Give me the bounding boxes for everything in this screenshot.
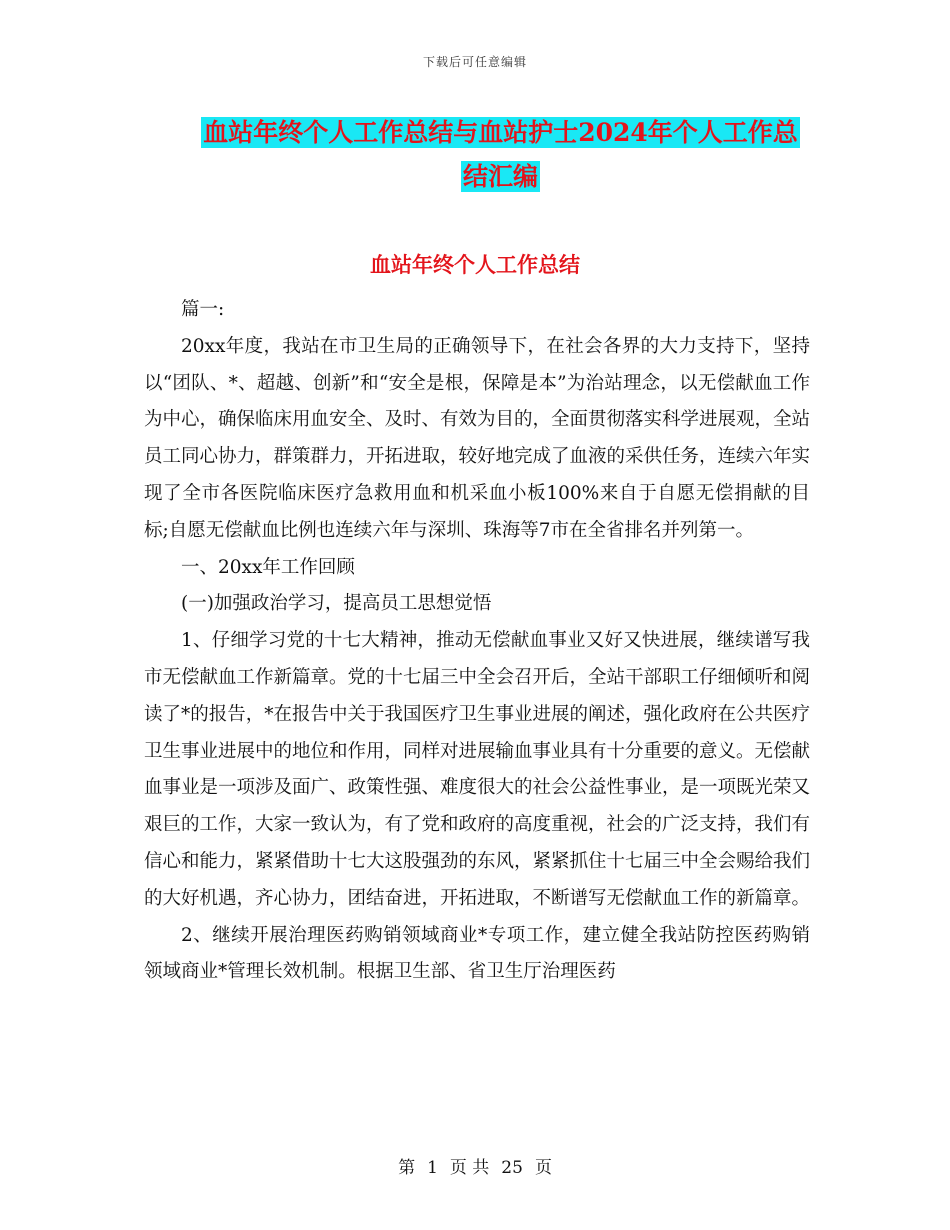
footer-suffix: 页: [534, 1158, 552, 1178]
paragraph: (一)加强政治学习，提高员工思想觉悟: [181, 593, 492, 615]
paragraph: 1、仔细学习党的十七大精神，推动无偿献血事业又好又快进展，继续谱写我市无偿献血工作新篇章。党的十七届三中全会召开后，全站干部职工仔细倾听和阅读了*的报告，*在报告中关于我国医疗卫生事业进展的阐述，强化政府在公共医疗卫生事业进展中的地位和作用，同样对进展输血事业具有十分重要的意义。无偿献血事业是一项涉及面广、政策性强、难度很大的社会公益性事业，是一项既光荣又艰巨的工作，大家一致认为，有了党和政府的高度重视，社会的广泛支持，我们有信心和能力，紧紧借助十七大这股强劲的东风，紧紧抓住十七届三中全会赐给我们的大好机遇，齐心协力，团结奋进，开拓进取，不断谱写无偿献血工作的新篇章。: [144, 630, 811, 909]
footer-mid: 页 共: [449, 1158, 490, 1178]
current-page-number: 1: [427, 1158, 438, 1178]
document-title: [188, 111, 813, 199]
paragraph: 20xx年度，我站在市卫生局的正确领导下，在社会各界的大力支持下，坚持以“团队、*、超越、创新”和“安全是根，保障是本”为治站理念，以无偿献血工作为中心，确保临床用血安全、及时、有效为目的，全面贯彻落实科学进展观，全站员工同心协力，群策群力，开拓进取，较好地完成了血液的采供任务，连续六年实现了全市各医院临床医疗急救用血和机采血小板100%来自于自愿无偿捐献的目标;自愿无偿献血比例也连续六年与深圳、珠海等7市在全省排名并列第一。: [144, 335, 811, 541]
page-footer: [0, 1153, 950, 1178]
paragraph: 2、继续开展治理医药购销领域商业*专项工作，建立健全我站防控医药购销领域商业*管理长效机制。根据卫生部、省卫生厅治理医药: [144, 924, 810, 983]
document-title-line-2: 结汇编: [462, 162, 538, 191]
document-body: [144, 292, 810, 991]
section-title: 血站年终个人工作总结: [370, 252, 580, 277]
header-note: 下载后可任意编辑: [422, 55, 527, 69]
footer-prefix: 第: [398, 1158, 416, 1178]
paragraph: 篇一:: [181, 299, 225, 320]
document-title-line-1: 血站年终个人工作总结与血站护士2024年个人工作总: [203, 118, 798, 147]
total-pages: 25: [501, 1158, 523, 1178]
paragraph: 一、20xx年工作回顾: [181, 556, 355, 578]
